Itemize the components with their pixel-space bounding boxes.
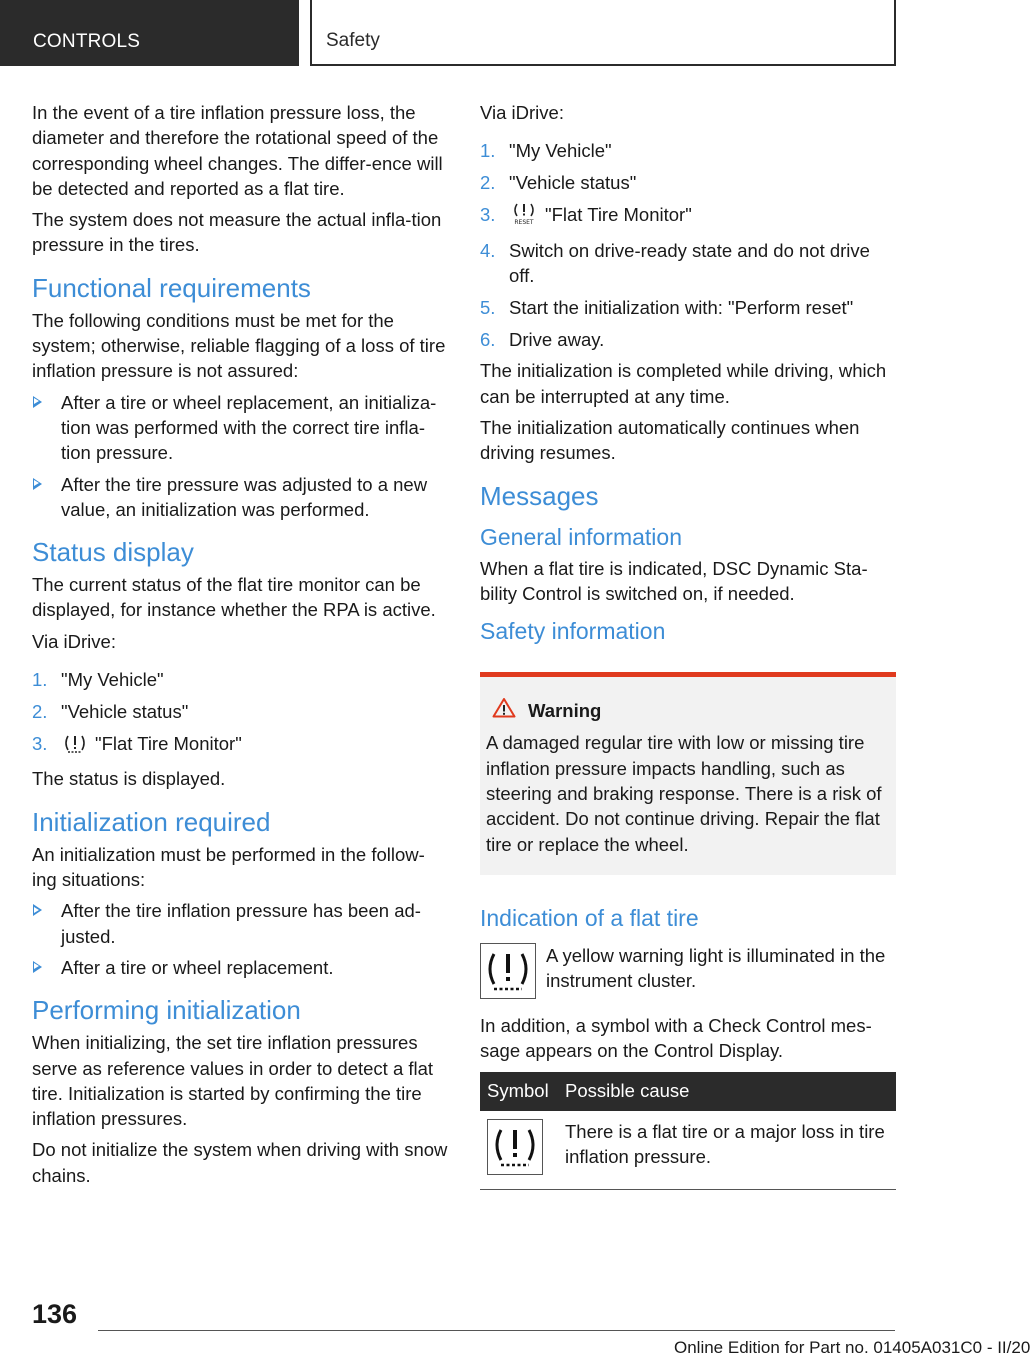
list-item: 2. "Vehicle status" [480, 172, 637, 194]
intro-paragraph-1: In the event of a tire inflation pressure loss, the diameter and therefore the rotational speed of the corresponding wheel changes. The differ-ence will be detected and reported as a flat tire. [32, 102, 443, 199]
bullet-triangle-icon [33, 961, 42, 973]
table-row [480, 1111, 896, 1190]
bullet-triangle-icon [33, 396, 42, 408]
symbol-cell [480, 1111, 558, 1190]
list-item: After the tire inflation pressure has been ad-justed. [32, 898, 448, 949]
indication-text: A yellow warning light is illuminated in the instrument cluster. [546, 944, 886, 992]
list-item: 1. "My Vehicle" [32, 669, 164, 691]
general-information-text: When a flat tire is indicated, DSC Dynamic Sta-bility Control is switched on, if needed. [480, 557, 868, 604]
via-idrive-label: Via iDrive: [480, 102, 564, 123]
tire-pressure-reset-icon [511, 203, 537, 231]
indication-heading: Indication of a flat tire [480, 904, 699, 931]
list-item: 1. "My Vehicle" [480, 140, 612, 162]
list-item: 6. Drive away. [480, 328, 605, 350]
svg-text:RESET: RESET [514, 218, 534, 226]
safety-information-heading: Safety information [480, 618, 666, 645]
initialization-required-text: An initialization must be performed in the follow-ing situations: [32, 843, 425, 891]
page-header [0, 0, 960, 66]
tire-pressure-icon [63, 734, 87, 760]
warning-title: Warning [528, 700, 602, 722]
messages-heading: Messages [480, 480, 599, 511]
list-item: 2. "Vehicle status" [32, 700, 189, 722]
warning-triangle-icon [486, 697, 528, 724]
functional-requirements-text: The following conditions must be met for the system; otherwise, reliable flagging of a loss of tire inflation pressure is not assured: [32, 309, 446, 382]
status-display-text: The current status of the flat tire monitor can be displayed, for instance whether the RPA is active. [32, 574, 436, 621]
list-item: After a tire or wheel replacement. [32, 955, 448, 980]
status-result-text: The status is displayed. [32, 768, 226, 790]
list-item: 3. RESET "Flat Tire Monitor" [480, 202, 896, 231]
table-header-row [480, 1072, 896, 1111]
left-column [32, 100, 448, 1194]
chapter-tab: Safety [310, 0, 896, 66]
list-item: 4. Switch on drive-ready state and do not drive off. [480, 239, 870, 286]
warning-text: A damaged regular tire with low or missing tire inflation pressure impacts handling, such as steering and braking response. There is a risk of accident. Do not continue driving. Repair the flat tire or replace the wheel. [486, 732, 882, 855]
initialization-required-list [32, 898, 448, 980]
initialization-required-heading: Initialization required [32, 806, 271, 837]
right-column [480, 100, 896, 1190]
status-steps-list [32, 667, 448, 760]
via-idrive-label: Via iDrive: [32, 630, 116, 652]
functional-requirements-list [32, 390, 448, 522]
check-control-text: In addition, a symbol with a Check Control mes-sage appears on the Control Display. [480, 1014, 872, 1062]
bullet-triangle-icon [33, 904, 42, 916]
performing-initialization-text-1: When initializing, the set tire inflation pressures serve as reference values in order to detect a flat tire. Initialization is started by confirming the tire inflation pressures. [32, 1032, 434, 1130]
list-item: After a tire or wheel replacement, an initializa-tion was performed with the correct tire infla-tion pressure. [32, 390, 448, 466]
initialization-steps-list [480, 138, 896, 352]
general-information-heading: General information [480, 523, 682, 550]
performing-initialization-heading: Performing initialization [32, 995, 301, 1026]
status-display-heading: Status display [32, 537, 194, 568]
intro-paragraph-2: The system does not measure the actual infla-tion pressure in the tires. [32, 209, 442, 256]
functional-requirements-heading: Functional requirements [32, 272, 311, 303]
page-number: 136 [32, 1299, 78, 1329]
tire-pressure-warning-icon [480, 943, 536, 999]
bullet-triangle-icon [33, 478, 42, 490]
section-tab: CONTROLS [0, 0, 299, 66]
column-header-cause: Possible cause [558, 1072, 896, 1111]
list-item: 3. "Flat Tire Monitor" [32, 731, 448, 760]
warning-header [486, 697, 882, 724]
indication-block [480, 943, 896, 999]
list-item: 5. Start the initialization with: "Perform reset" [480, 296, 854, 318]
list-item: After the tire pressure was adjusted to a new value, an initialization was performed. [32, 472, 448, 523]
edition-footer: Online Edition for Part no. 01405A031C0 - II/20 [674, 1338, 1030, 1357]
symbol-table [480, 1072, 896, 1190]
cause-cell: There is a flat tire or a major loss in tire inflation pressure. [558, 1111, 896, 1190]
completion-text: The initialization is completed while driving, which can be interrupted at any time. [480, 360, 887, 407]
performing-initialization-text-2: Do not initialize the system when driving with snow chains. [32, 1139, 448, 1186]
tire-pressure-warning-icon [487, 1119, 543, 1175]
footer-divider [98, 1330, 895, 1331]
continuation-text: The initialization automatically continues when driving resumes. [480, 416, 860, 464]
column-header-symbol: Symbol [480, 1072, 558, 1111]
warning-box [480, 672, 896, 875]
